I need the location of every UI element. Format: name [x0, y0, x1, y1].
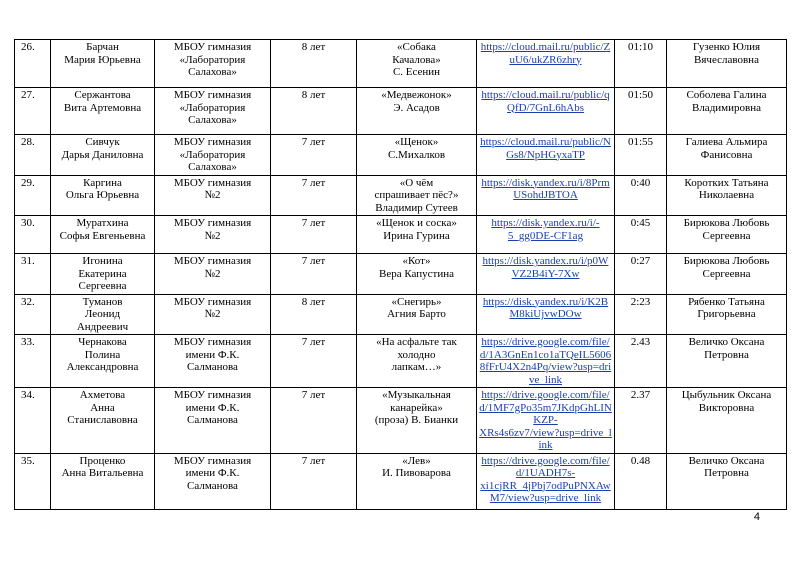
work-title: «Собака Качалова» С. Есенин	[357, 40, 477, 88]
table-row	[15, 254, 787, 295]
table-body	[15, 40, 787, 510]
participant-name: Каргина Ольга Юрьевна	[51, 175, 155, 216]
school-name: МБОУ гимназия №2	[155, 254, 271, 295]
participant-age: 7 лет	[271, 453, 357, 509]
participant-name: Чернакова Полина Александровна	[51, 335, 155, 388]
work-title: «Щенок и соска» Ирина Гурина	[357, 216, 477, 254]
row-number: 27.	[15, 88, 51, 135]
work-title: «На асфальте так холодно лапкам…»	[357, 335, 477, 388]
participant-name: Проценко Анна Витальевна	[51, 453, 155, 509]
video-link[interactable]: https://disk.yandex.ru/i/p0W VZ2B4iY-7Xw	[477, 254, 615, 295]
video-link[interactable]: https://cloud.mail.ru/public/q QfD/7GnL6hAbs	[477, 88, 615, 135]
participant-age: 7 лет	[271, 216, 357, 254]
participant-age: 7 лет	[271, 175, 357, 216]
duration: 01:50	[615, 88, 667, 135]
school-name: МБОУ гимназия имени Ф.К. Салманова	[155, 388, 271, 454]
teacher-name: Рябенко Татьяна Григорьевна	[667, 294, 787, 335]
video-link[interactable]: https://drive.google.com/file/ d/1MF7gPo35m7JKdpGhLIN KZP- XRs4s6zv7/view?usp=drive_l ink	[477, 388, 615, 454]
work-title: «Медвежонок» Э. Асадов	[357, 88, 477, 135]
video-link[interactable]: https://drive.google.com/file/ d/1A3GnEn1co1aTQeIL5606 8fFrU4X2n4Pq/view?usp=dri ve_link	[477, 335, 615, 388]
table-row	[15, 175, 787, 216]
duration: 2.43	[615, 335, 667, 388]
teacher-name: Галиева Альмира Фанисовна	[667, 135, 787, 176]
duration: 0:27	[615, 254, 667, 295]
duration: 01:10	[615, 40, 667, 88]
table-row	[15, 453, 787, 509]
teacher-name: Гузенко Юлия Вячеславовна	[667, 40, 787, 88]
work-title: «Снегирь» Агния Барто	[357, 294, 477, 335]
school-name: МБОУ гимназия «Лаборатория Салахова»	[155, 135, 271, 176]
duration: 0:40	[615, 175, 667, 216]
school-name: МБОУ гимназия №2	[155, 216, 271, 254]
participant-name: Ахметова Анна Станиславовна	[51, 388, 155, 454]
video-link[interactable]: https://cloud.mail.ru/public/N Gs8/NpHGyxaTP	[477, 135, 615, 176]
table-row	[15, 294, 787, 335]
duration: 0.48	[615, 453, 667, 509]
video-link[interactable]: https://drive.google.com/file/ d/1UADH7s- xi1cjRR_4jPbj7odPuPNXAw M7/view?usp=drive_link	[477, 453, 615, 509]
teacher-name: Бирюкова Любовь Сергеевна	[667, 216, 787, 254]
participant-age: 7 лет	[271, 254, 357, 295]
video-link[interactable]: https://disk.yandex.ru/i/8Prm USohdJBTOA	[477, 175, 615, 216]
work-title: «Кот» Вера Капустина	[357, 254, 477, 295]
school-name: МБОУ гимназия №2	[155, 175, 271, 216]
participant-name: Сивчук Дарья Даниловна	[51, 135, 155, 176]
teacher-name: Соболева Галина Владимировна	[667, 88, 787, 135]
school-name: МБОУ гимназия имени Ф.К. Салманова	[155, 453, 271, 509]
participant-age: 8 лет	[271, 88, 357, 135]
video-link[interactable]: https://disk.yandex.ru/i/K2B M8kiUjvwDOw	[477, 294, 615, 335]
participant-name: Барчан Мария Юрьевна	[51, 40, 155, 88]
participant-name: Игонина Екатерина Сергеевна	[51, 254, 155, 295]
school-name: МБОУ гимназия №2	[155, 294, 271, 335]
school-name: МБОУ гимназия «Лаборатория Салахова»	[155, 88, 271, 135]
row-number: 33.	[15, 335, 51, 388]
participant-age: 7 лет	[271, 335, 357, 388]
work-title: «Лев» И. Пивоварова	[357, 453, 477, 509]
table-row	[15, 335, 787, 388]
teacher-name: Бирюкова Любовь Сергеевна	[667, 254, 787, 295]
row-number: 28.	[15, 135, 51, 176]
video-link[interactable]: https://cloud.mail.ru/public/Z uU6/ukZR6zhry	[477, 40, 615, 88]
work-title: «О чём спрашивает пёс?» Владимир Сутеев	[357, 175, 477, 216]
row-number: 31.	[15, 254, 51, 295]
teacher-name: Цыбульник Оксана Викторовна	[667, 388, 787, 454]
results-table	[14, 39, 787, 510]
duration: 0:45	[615, 216, 667, 254]
duration: 2.37	[615, 388, 667, 454]
work-title: «Щенок» С.Михалков	[357, 135, 477, 176]
table-row	[15, 216, 787, 254]
participant-name: Сержантова Вита Артемовна	[51, 88, 155, 135]
work-title: «Музыкальная канарейка» (проза) В. Бианки	[357, 388, 477, 454]
duration: 2:23	[615, 294, 667, 335]
participant-age: 8 лет	[271, 294, 357, 335]
page-number: 4	[753, 511, 760, 523]
school-name: МБОУ гимназия имени Ф.К. Салманова	[155, 335, 271, 388]
row-number: 32.	[15, 294, 51, 335]
participant-age: 8 лет	[271, 40, 357, 88]
row-number: 35.	[15, 453, 51, 509]
table-row	[15, 40, 787, 88]
teacher-name: Величко Оксана Петровна	[667, 335, 787, 388]
participant-name: Муратхина Софья Евгеньевна	[51, 216, 155, 254]
duration: 01:55	[615, 135, 667, 176]
table-row	[15, 388, 787, 454]
row-number: 30.	[15, 216, 51, 254]
table-row	[15, 88, 787, 135]
row-number: 26.	[15, 40, 51, 88]
participant-name: Туманов Леонид Андреевич	[51, 294, 155, 335]
video-link[interactable]: https://disk.yandex.ru/i/- 5_gg0DE-CF1ag	[477, 216, 615, 254]
school-name: МБОУ гимназия «Лаборатория Салахова»	[155, 40, 271, 88]
participant-age: 7 лет	[271, 135, 357, 176]
teacher-name: Величко Оксана Петровна	[667, 453, 787, 509]
table-row	[15, 135, 787, 176]
row-number: 34.	[15, 388, 51, 454]
participant-age: 7 лет	[271, 388, 357, 454]
row-number: 29.	[15, 175, 51, 216]
teacher-name: Коротких Татьяна Николаевна	[667, 175, 787, 216]
